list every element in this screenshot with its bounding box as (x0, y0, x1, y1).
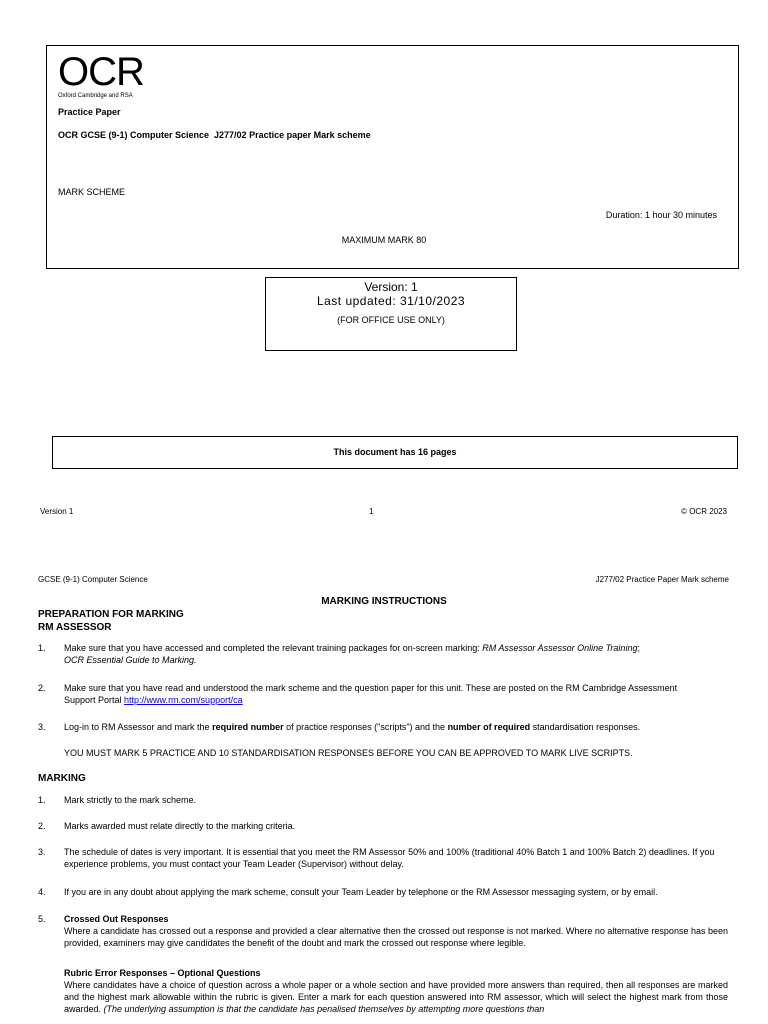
item-text (64, 913, 728, 949)
marking-item-5 (38, 913, 728, 953)
footer-page-number: 1 (369, 507, 374, 516)
last-updated: Last updated: 31/10/2023 (316, 294, 466, 308)
max-mark: MAXIMUM MARK 80 (341, 235, 427, 245)
version-box (265, 277, 517, 351)
marking-instructions-title: MARKING INSTRUCTIONS (321, 596, 447, 607)
logo-subtitle: Oxford Cambridge and RSA (58, 93, 133, 99)
text-italic: RM Assessor Assessor Online Training (482, 643, 638, 653)
version-label: Version: 1 (364, 280, 418, 294)
item-number: 3. (38, 722, 46, 732)
text-part: ; (637, 643, 640, 653)
text-part: Where candidates have a choice of question across a whole paper or a whole section and have provided more answers than required, then all responses are marked and the highest mark allowable within the rubric is given. Enter a mark for each question answered into RM assessor, which will select the highest mark from those awarded. (64, 980, 728, 1014)
item-number: 5. (38, 914, 46, 924)
footer-copyright: © OCR 2023 (681, 507, 727, 516)
text-italic: OCR Essential Guide to Marking. (64, 655, 197, 665)
item-text (64, 721, 728, 733)
text-part: Make sure that you have accessed and completed the relevant training packages for on-screen marking: (64, 643, 483, 653)
prep-item-2 (38, 682, 728, 708)
item-text (64, 682, 688, 706)
practice-label: Practice Paper (58, 107, 121, 117)
item-number: 4. (38, 887, 46, 897)
pages-box (52, 436, 738, 469)
text-part: of practice responses ("scripts") and the (283, 722, 448, 732)
item-text (64, 642, 728, 666)
marking-item-2 (38, 820, 728, 834)
rm-heading: RM ASSESSOR (38, 622, 112, 633)
rubric-heading: Rubric Error Responses – Optional Questions (64, 968, 261, 978)
header-paper: J277/02 Practice Paper Mark scheme (595, 575, 729, 584)
rubric-text (64, 979, 728, 1015)
prep-item-1 (38, 642, 728, 668)
duration: Duration: 1 hour 30 minutes (605, 210, 717, 220)
item-number: 2. (38, 821, 46, 831)
item-number: 1. (38, 643, 46, 653)
pages-count: This document has 16 pages (333, 447, 457, 457)
marking-item-4 (38, 886, 728, 900)
text-part: Make sure that you have read and understood the mark scheme and the question paper for this unit. These are posted on the RM Cambridge Assessment Support Portal (64, 683, 678, 705)
office-use: (FOR OFFICE USE ONLY) (337, 315, 445, 325)
prep-item-3 (38, 721, 728, 735)
header-course: GCSE (9-1) Computer Science (38, 575, 148, 584)
ocr-logo (58, 52, 144, 99)
item-number: 3. (38, 847, 46, 857)
item-text: The schedule of dates is very important. It is essential that you meet the RM Assessor 50% and 100% (traditional 40% Batch 1 and 100% Batch 2) deadlines. If you experience problems, you must contact your Team Leader (Supervisor) without delay. (64, 847, 715, 869)
item-text: Marks awarded must relate directly to the marking criteria. (64, 821, 296, 831)
marking-heading: MARKING (38, 773, 86, 784)
rubric-section (64, 967, 728, 1019)
logo-text: OCR (58, 50, 144, 94)
marking-item-1 (38, 794, 728, 808)
item-number: 1. (38, 795, 46, 805)
crossed-heading: Crossed Out Responses (64, 914, 169, 924)
text-part: standardisation responses. (530, 722, 641, 732)
paper-title: OCR GCSE (9-1) Computer Science J277/02 Practice paper Mark scheme (58, 130, 371, 140)
prep-heading: PREPARATION FOR MARKING (38, 609, 184, 620)
mark-scheme-label: MARK SCHEME (58, 187, 126, 197)
item-text: If you are in any doubt about applying the mark scheme, consult your Team Leader by telephone or the RM Assessor messaging system, or by email. (64, 887, 658, 897)
item-text: Mark strictly to the mark scheme. (64, 795, 197, 805)
item-number: 2. (38, 683, 46, 693)
text-italic: (The underlying assumption is that the candidate has penalised themselves by attempting more questions than (103, 1004, 545, 1014)
must-mark-notice: YOU MUST MARK 5 PRACTICE AND 10 STANDARDISATION RESPONSES BEFORE YOU CAN BE APPROVED TO MARK LIVE SCRIPTS. (64, 748, 633, 758)
support-portal-link[interactable]: http://www.rm.com/support/ca (124, 695, 243, 705)
text-part: Log-in to RM Assessor and mark the (64, 722, 213, 732)
text-bold: required number (212, 722, 284, 732)
text-bold: number of required (447, 722, 531, 732)
marking-item-3 (38, 846, 728, 872)
crossed-text: Where a candidate has crossed out a response and provided a clear alternative then the crossed out response is not marked. Where no alternative response has been provided, examiners may give candidates the benefit of the doubt and mark the crossed out response where legible. (64, 926, 728, 948)
footer-version: Version 1 (40, 507, 74, 516)
